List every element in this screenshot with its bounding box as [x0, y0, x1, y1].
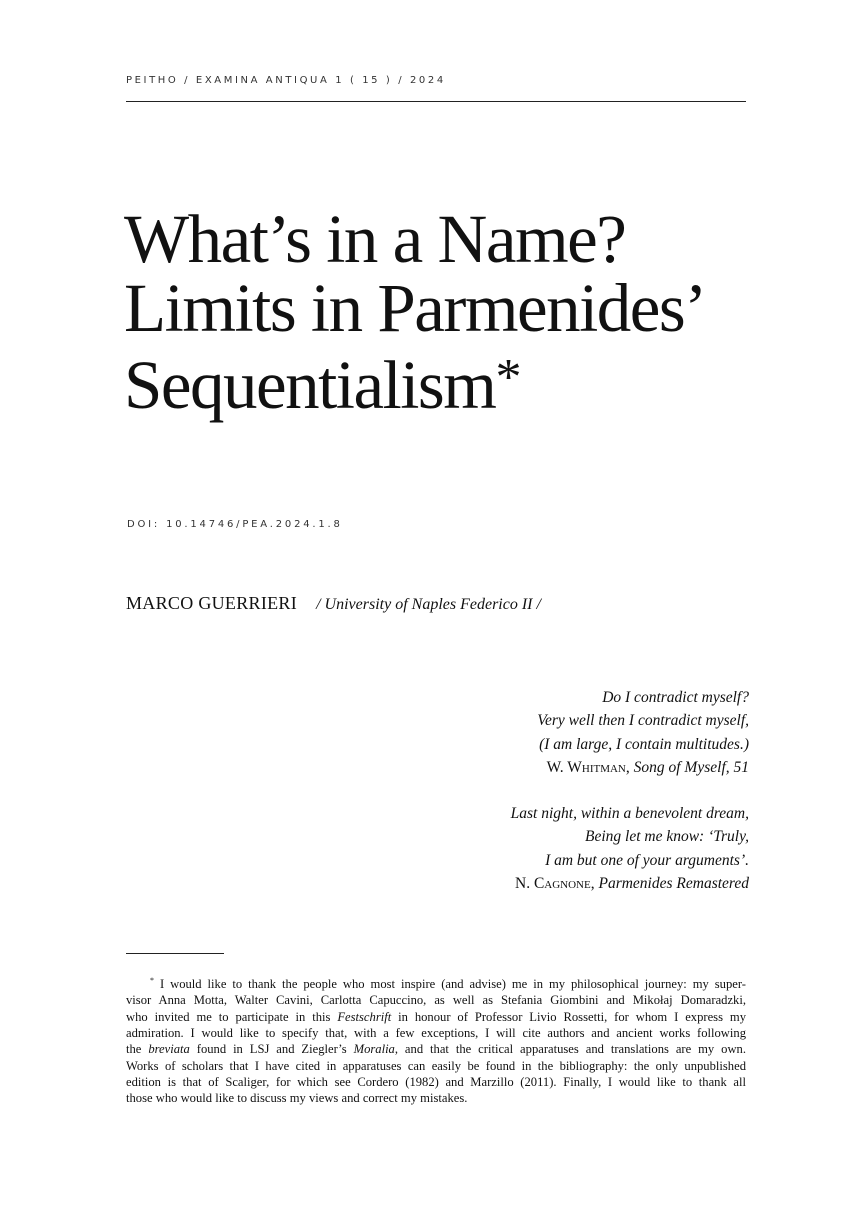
epigraph-author: W. Whitman,	[546, 758, 630, 776]
epigraph-line: Very well then I contradict myself,	[537, 712, 749, 730]
epigraph-line: (I am large, I contain multitudes.)	[539, 735, 749, 753]
author-affiliation: / University of Naples Federico II /	[316, 596, 541, 613]
footnote-line: those who would like to discuss my views and correct my mistakes.	[126, 1091, 468, 1106]
footnote-line: edition is that of Scaliger, for which see Cordero (1982) and Marzillo (2011). Finally, I would like to thank all	[126, 1074, 746, 1089]
footnote-text: I would like to thank the people who most inspire (and advise) me in my philosophical journey: my super-	[159, 977, 746, 992]
header-rule	[126, 101, 746, 102]
epigraph-cagnone	[511, 802, 749, 895]
footnote-text: , and that the critical apparatuses and translations are my own.	[394, 1042, 746, 1057]
footnote-marker: *	[150, 976, 154, 985]
epigraph-line: I am but one of your arguments’.	[545, 851, 749, 869]
footnote-text: who invited me to participate in this	[126, 1009, 338, 1024]
footnote-line	[126, 1041, 746, 1057]
article-title	[124, 201, 774, 423]
epigraph-line: Being let me know: ‘Truly,	[584, 828, 749, 846]
epigraph-whitman	[537, 686, 749, 779]
footnote-italic: Festschrift	[337, 1009, 392, 1024]
epigraph-line: Last night, within a benevolent dream,	[510, 805, 749, 822]
footnote-italic: breviata	[148, 1042, 190, 1057]
running-head: PEITHO / EXAMINA ANTIQUA 1 ( 15 ) / 2024	[126, 75, 446, 86]
footnote-line	[126, 1009, 746, 1025]
footnote	[126, 973, 746, 1107]
footnote-rule	[126, 953, 224, 954]
title-footnote-mark[interactable]: *	[495, 349, 522, 406]
footnote-line	[126, 973, 746, 992]
byline	[126, 593, 541, 614]
title-line-3	[124, 343, 774, 423]
epigraph-work: Parmenides Remastered	[598, 874, 749, 892]
footnote-line: Works of scholars that I have cited in apparatuses can easily be found in the bibliography: the only unpublished	[126, 1058, 746, 1073]
title-line-1: What’s in a Name?	[124, 201, 626, 277]
footnote-line: admiration. I would like to specify that, with a few exceptions, I will cite authors and ancient works following	[126, 1026, 746, 1041]
title-line-3-text: Sequentialism	[124, 347, 496, 423]
footnote-text: found in LSJ and Ziegler’s	[189, 1042, 354, 1057]
epigraph-attribution	[511, 872, 749, 895]
doi[interactable]: DOI: 10.14746/PEA.2024.1.8	[127, 519, 343, 530]
title-line-2: Limits in Parmenides’	[124, 270, 706, 346]
epigraph-line: Do I contradict myself?	[602, 689, 749, 706]
epigraph-work: Song of Myself, 51	[633, 758, 749, 776]
author-name: MARCO GUERRIERI	[126, 593, 298, 613]
footnote-italic: Moralia	[353, 1042, 395, 1057]
footnote-text: in honour of Professor Livio Rossetti, for whom I express my	[391, 1009, 746, 1024]
footnote-text: the	[126, 1042, 149, 1057]
epigraph-author: N. Cagnone,	[515, 874, 595, 892]
footnote-line: visor Anna Motta, Walter Cavini, Carlotta Capuccino, as well as Stefania Giombini and Mikołaj Domaradzki,	[126, 993, 746, 1008]
epigraph-attribution	[537, 756, 749, 779]
